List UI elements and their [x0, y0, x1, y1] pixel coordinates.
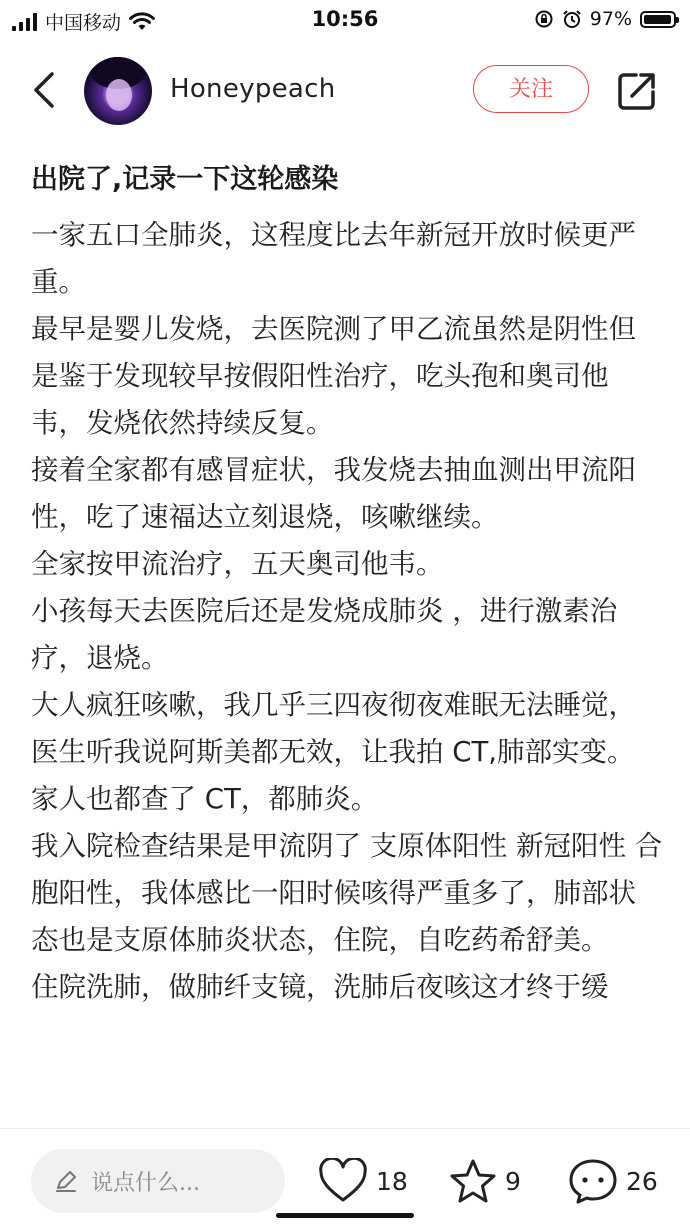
- star-icon: [449, 1158, 497, 1204]
- favorite-count: 9: [505, 1166, 521, 1196]
- back-arrow-icon[interactable]: [28, 68, 62, 112]
- post-paragraph: 接着全家都有感冒症状，我发烧去抽血测出甲流阳性，吃了速福达立刻退烧，咳嗽继续。: [31, 454, 636, 533]
- author-name[interactable]: Honeypeach: [170, 74, 336, 104]
- heart-icon: [318, 1158, 368, 1204]
- follow-button[interactable]: 关注: [473, 65, 589, 113]
- avatar[interactable]: [84, 57, 152, 125]
- alarm-icon: [562, 9, 582, 29]
- share-icon[interactable]: [616, 70, 658, 112]
- comment-count: 26: [626, 1166, 658, 1196]
- status-time: 10:56: [311, 7, 379, 31]
- rotation-lock-icon: [534, 9, 554, 29]
- post-paragraph: 家人也都查了 CT，都肺炎。: [31, 783, 379, 815]
- carrier-label: 中国移动: [45, 12, 122, 34]
- post-paragraph: 一家五口全肺炎，这程度比去年新冠开放时候更严重。: [31, 219, 636, 298]
- comment-button[interactable]: [568, 1157, 658, 1205]
- favorite-button[interactable]: [449, 1157, 521, 1205]
- post-paragraph: 大人疯狂咳嗽，我几乎三四夜彻夜难眠无法睡觉，医生听我说阿斯美都无效，让我拍 CT,肺部实变。: [31, 689, 636, 768]
- pencil-icon: [53, 1168, 79, 1194]
- home-indicator: [276, 1213, 414, 1218]
- status-right: [534, 8, 676, 30]
- comment-input[interactable]: [31, 1149, 285, 1213]
- post-title: 出院了,记录一下这轮感染: [31, 164, 339, 195]
- post-paragraph: 全家按甲流治疗，五天奥司他韦。: [31, 548, 444, 580]
- comment-placeholder: 说点什么...: [91, 1171, 200, 1196]
- post-paragraph: 小孩每天去医院后还是发烧成肺炎 ，进行激素治疗，退烧。: [31, 595, 618, 674]
- like-button[interactable]: [318, 1157, 408, 1205]
- like-count: 18: [376, 1166, 408, 1196]
- battery-percent: 97%: [589, 8, 632, 30]
- post-header: [0, 52, 690, 132]
- post-paragraph: 我入院检查结果是甲流阴了 支原体阳性 新冠阳性 合胞阳性，我体感比一阳时候咳得严重多了，肺部状态也是支原体肺炎状态，住院，自吃药希舒美。: [31, 830, 663, 956]
- status-bar: [0, 0, 690, 40]
- post-body: [31, 160, 663, 1011]
- comment-bubble-icon: [568, 1157, 618, 1205]
- post-paragraph: 最早是婴儿发烧，去医院测了甲乙流虽然是阴性但是鉴于发现较早按假阳性治疗，吃头孢和奥司他韦，发烧依然持续反复。: [31, 313, 636, 439]
- battery-icon: [640, 11, 676, 28]
- post-paragraph: 住院洗肺，做肺纤支镜，洗肺后夜咳这才终于缓: [31, 971, 609, 1003]
